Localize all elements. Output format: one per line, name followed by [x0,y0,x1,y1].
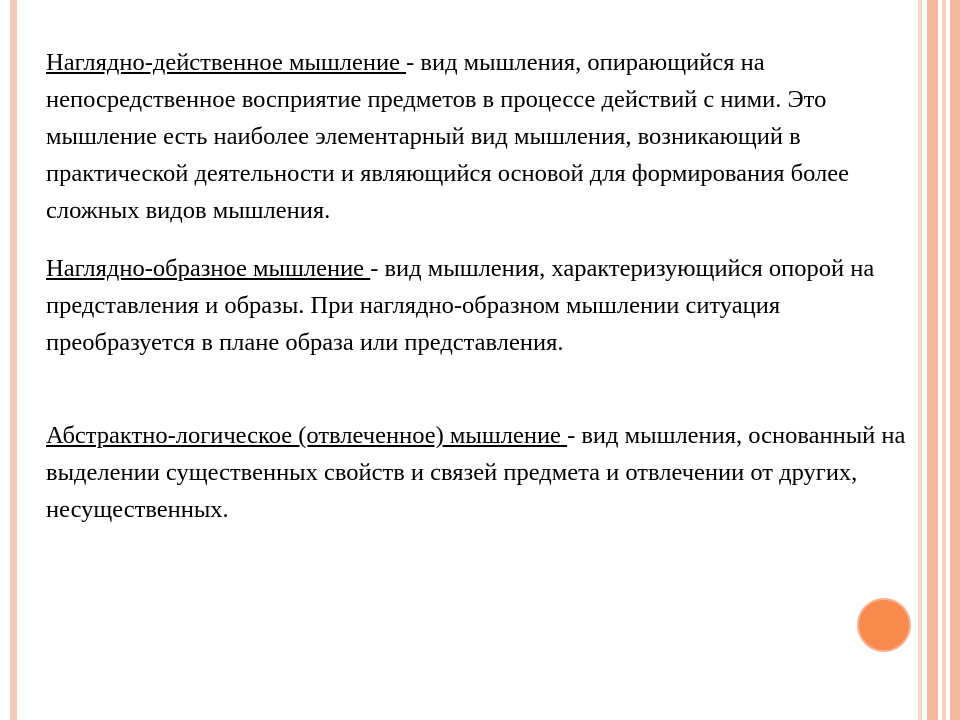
definition-abstract-logical-thinking [46,417,906,528]
definition-text: - вид мышления, основанный на выделении существенных свойств и связей предмета и отвлечении от других, несущественных. [46,422,906,523]
definition-text: - вид мышления, опирающийся на непосредственное восприятие предметов в процессе действий с ними. Это мышление есть наиболее элементарный вид мышления, возникающий в практической деятельности и являющийся основой для формирования более сложных видов мышления. [46,49,850,224]
slide-body [46,44,906,528]
definition-term: Наглядно-действенное мышление [46,49,407,76]
left-border-line [10,0,17,720]
stripe [927,0,938,720]
definition-text: - вид мышления, характеризующийся опорой на представления и образы. При наглядно-образном мышлении ситуация преобразуется в плане образа или представления. [46,255,875,356]
definition-term: Абстрактно-логическое (отвлеченное) мышление [46,422,568,449]
definition-term: Наглядно-образное мышление [46,255,371,282]
definition-visual-figurative-thinking [46,250,906,361]
stripe [950,0,960,720]
orange-circle-decoration [857,598,911,652]
right-decorative-stripes [918,0,960,720]
definition-visual-action-thinking [46,44,906,229]
